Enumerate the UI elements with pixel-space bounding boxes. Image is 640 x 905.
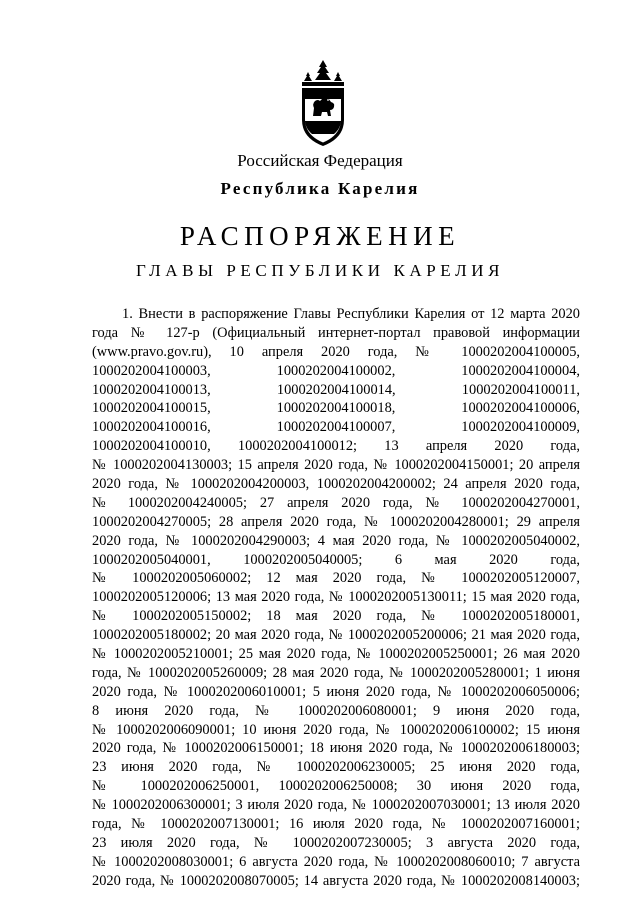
body-line: № 1000202004240005; 27 апреля 2020 года, № 1000202004270001, — [92, 494, 580, 511]
body-line: 2020 года, № 1000202006010001; 5 июня 2020 года, № 1000202006050006; — [92, 683, 580, 700]
body-line: 1000202004270005; 28 апреля 2020 года, № 1000202004280001; 29 апреля — [92, 513, 580, 530]
republic-name: Республика Карелия — [220, 179, 420, 198]
body-line: 8 июня 2020 года, № 1000202006080001; 9 июня 2020 года, — [92, 702, 580, 719]
body-line: № 1000202006300001; 3 июля 2020 года, № 1000202007030001; 13 июля 2020 — [92, 797, 580, 814]
body-line: года, № 1000202007130001; 16 июля 2020 года, № 1000202007160001; — [92, 816, 580, 833]
body-line: 1000202004100015, 1000202004100018, 1000202004100006, — [92, 400, 580, 417]
body-line: № 1000202006250001, 1000202006250008; 30 июня 2020 года, — [92, 778, 580, 795]
body-line: года, № 1000202005260009; 28 мая 2020 года, № 1000202005280001; 1 июня — [92, 664, 580, 681]
body-line: 23 июля 2020 года, № 1000202007230005; 3 августа 2020 года, — [92, 834, 580, 851]
karelia-coat-of-arms-icon — [296, 58, 350, 148]
issuing-authority: ГЛАВЫ РЕСПУБЛИКИ КАРЕЛИЯ — [135, 261, 505, 280]
body-line: 1000202005120006; 13 мая 2020 года, № 1000202005130011; 15 мая 2020 года, — [92, 589, 580, 606]
body-line: № 1000202005150002; 18 мая 2020 года, № 1000202005180001, — [92, 608, 580, 625]
country-name: Российская Федерация — [237, 151, 403, 170]
body-line: 1000202005180002; 20 мая 2020 года, № 1000202005200006; 21 мая 2020 года, — [92, 627, 580, 644]
body-line: № 1000202005060002; 12 мая 2020 года, № 1000202005120007, — [92, 570, 580, 587]
document-body — [92, 305, 580, 891]
body-line: 2020 года, № 1000202006150001; 18 июня 2020 года, № 1000202006180003; — [92, 740, 580, 757]
document-type-title: РАСПОРЯЖЕНИЕ — [179, 221, 461, 251]
body-line: 23 июня 2020 года, № 1000202006230005; 25 июня 2020 года, — [92, 759, 580, 776]
body-line: № 1000202005210001; 25 мая 2020 года, № 1000202005250001; 26 мая 2020 — [92, 646, 580, 663]
body-line: 1. Внести в распоряжение Главы Республики Карелия от 12 марта 2020 — [122, 306, 580, 322]
body-line: № 1000202004130003; 15 апреля 2020 года, № 1000202004150001; 20 апреля — [92, 457, 580, 474]
body-line: года № 127-р (Официальный интернет-портал правовой информации — [92, 324, 580, 341]
body-line: (www.pravo.gov.ru), 10 апреля 2020 года, № 1000202004100005, — [92, 343, 580, 360]
body-line: 1000202004100003, 1000202004100002, 1000202004100004, — [92, 362, 580, 379]
body-line: 2020 года, № 1000202004290003; 4 мая 2020 года, № 1000202005040002, — [92, 532, 580, 549]
body-line: 1000202004100010, 1000202004100012; 13 апреля 2020 года, — [92, 438, 580, 455]
body-line: 1000202005040001, 1000202005040005; 6 мая 2020 года, — [92, 551, 580, 568]
body-line: № 1000202006090001; 10 июня 2020 года, № 1000202006100002; 15 июня — [92, 721, 580, 738]
body-line: 2020 года, № 1000202008070005; 14 августа 2020 года, № 1000202008140003; — [92, 872, 580, 889]
body-line: 1000202004100013, 1000202004100014, 1000202004100011, — [92, 381, 580, 398]
body-line: № 1000202008030001; 6 августа 2020 года, № 1000202008060010; 7 августа — [92, 853, 580, 870]
body-line: 2020 года, № 1000202004200003, 1000202004200002; 24 апреля 2020 года, — [92, 476, 580, 493]
body-line: 1000202004100016, 1000202004100007, 1000202004100009, — [92, 419, 580, 436]
